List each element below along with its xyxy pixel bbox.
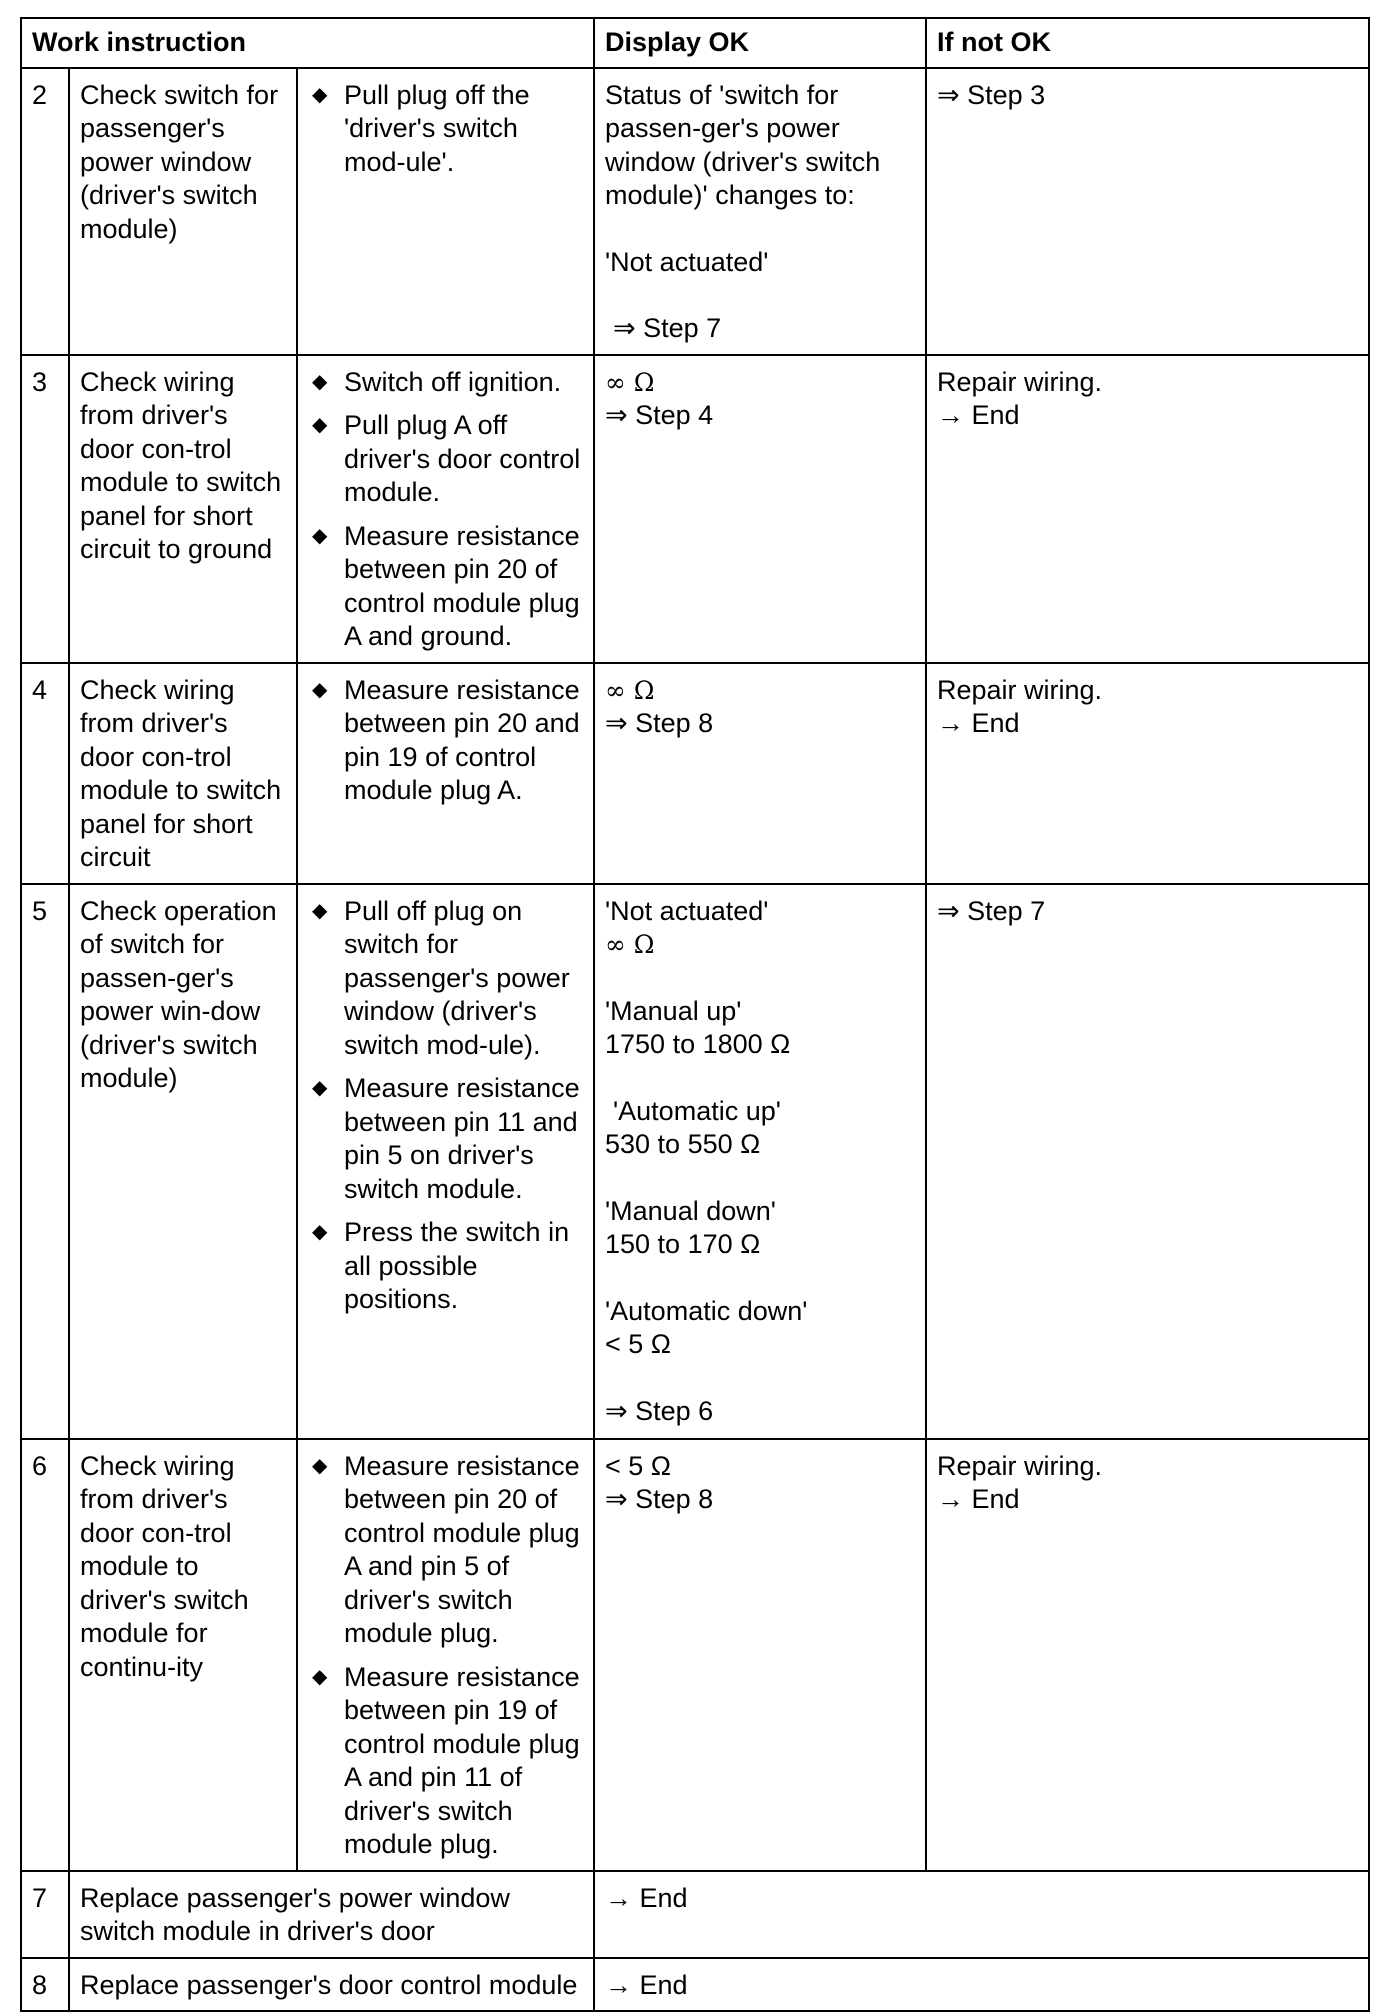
step-number: 8: [21, 1958, 69, 2012]
action-item: ◆ Measure resistance between pin 20 of control module plug A and ground.: [312, 520, 580, 651]
action-item: ◆ Measure resistance between pin 11 and pin 5 on driver's switch module.: [312, 1073, 580, 1204]
step-number: 5: [21, 884, 69, 1439]
check-description: Check wiring from driver's door con-trol module to switch panel for short circuit: [69, 663, 297, 884]
table-row: [21, 1958, 1369, 2012]
display-ok-cell: [594, 884, 926, 1439]
action-cell: [297, 1439, 594, 1871]
display-ok-line: 'Automatic up': [613, 1095, 781, 1126]
if-not-ok-line: ⇒ Step 3: [937, 79, 1046, 110]
diamond-bullet-icon: ◆: [312, 524, 328, 547]
action-cell: [297, 663, 594, 884]
step-number: 3: [21, 355, 69, 663]
table-row: [21, 1871, 1369, 1958]
header-if-not-ok: If not OK: [926, 18, 1369, 68]
display-ok-line: 'Manual down': [605, 1195, 776, 1226]
if-not-ok-line: → End: [937, 1484, 1020, 1514]
display-ok-line: 1750 to 1800 Ω: [605, 1029, 791, 1059]
if-not-ok-cell: [926, 884, 1369, 1439]
action-item: ◆ Pull plug A off driver's door control module.: [312, 410, 581, 507]
display-ok-cell: [594, 68, 926, 355]
display-ok-line: 'Manual up': [605, 995, 742, 1026]
display-ok-line: ⇒ Step 8: [605, 708, 714, 738]
header-display-ok: Display OK: [594, 18, 926, 68]
diamond-bullet-icon: ◆: [312, 414, 328, 436]
table-row: [21, 884, 1369, 1439]
check-description: Check wiring from driver's door con-trol module to switch panel for short circuit to ground: [69, 355, 297, 663]
if-not-ok-cell: [926, 68, 1369, 355]
display-ok-line: 530 to 550 Ω: [605, 1129, 761, 1159]
step-number: 4: [21, 663, 69, 884]
display-ok-line: ∞ Ω: [605, 367, 655, 397]
action-item: ◆ Switch off ignition.: [308, 366, 583, 400]
if-not-ok-line: → End: [937, 708, 1020, 738]
table-row: [21, 355, 1369, 663]
diamond-bullet-icon: ◆: [312, 370, 328, 393]
display-ok-line: ⇒ Step 6: [605, 1395, 714, 1426]
if-not-ok-cell: [926, 355, 1369, 663]
if-not-ok-line: Repair wiring.: [937, 1450, 1103, 1481]
display-ok-line: 150 to 170 Ω: [605, 1229, 761, 1259]
step-number: 7: [21, 1871, 69, 1958]
display-ok-cell: [594, 663, 926, 884]
action-cell: [297, 68, 594, 355]
display-ok-line: < 5 Ω: [605, 1329, 671, 1359]
display-ok-cell: [594, 1439, 926, 1871]
display-ok-line: < 5 Ω: [605, 1450, 671, 1481]
diamond-bullet-icon: ◆: [312, 1454, 328, 1477]
diamond-bullet-icon: ◆: [312, 678, 328, 701]
diamond-bullet-icon: ◆: [312, 1077, 328, 1099]
if-not-ok-line: Repair wiring.: [937, 674, 1103, 705]
table-header-row: [21, 18, 1369, 68]
work-instruction-table: [20, 17, 1370, 2012]
action-item: ◆ Press the switch in all possible positions.: [312, 1217, 570, 1314]
table-row: [21, 68, 1369, 355]
step-number: 2: [21, 68, 69, 355]
if-not-ok-line: → End: [937, 400, 1020, 430]
action-item: ◆ Measure resistance between pin 19 of control module plug A and pin 11 of driver's switch module plug.: [312, 1661, 580, 1859]
action-item: ◆ Pull plug off the 'driver's switch mod-ule'.: [312, 79, 530, 177]
table-row: [21, 663, 1369, 884]
instruction-text: Replace passenger's power window switch module in driver's door: [69, 1871, 594, 1958]
display-ok-line: ⇒ Step 7: [613, 313, 722, 343]
display-ok-line: ∞ Ω: [605, 930, 655, 959]
action-item: ◆ Pull off plug on switch for passenger's power window (driver's switch mod-ule).: [312, 895, 570, 1060]
if-not-ok-line: Repair wiring.: [937, 366, 1103, 397]
action-item: ◆ Measure resistance between pin 20 and pin 19 of control module plug A.: [312, 674, 580, 805]
diamond-bullet-icon: ◆: [312, 83, 328, 106]
diamond-bullet-icon: ◆: [312, 899, 328, 922]
result-cell: → End: [594, 1871, 1369, 1958]
diamond-bullet-icon: ◆: [312, 1665, 328, 1688]
display-ok-line: 'Not actuated': [605, 246, 769, 277]
diamond-bullet-icon: ◆: [312, 1221, 328, 1243]
table-row: [21, 1439, 1369, 1871]
if-not-ok-line: ⇒ Step 7: [937, 895, 1046, 926]
action-item: ◆ Measure resistance between pin 20 of control module plug A and pin 5 of driver's switch module plug.: [312, 1450, 580, 1648]
header-work-instruction: Work instruction: [21, 18, 594, 68]
result-cell: → End: [594, 1958, 1369, 2012]
check-description: Check wiring from driver's door con-trol module to driver's switch module for continu-ity: [69, 1439, 297, 1871]
action-cell: [297, 884, 594, 1439]
display-ok-line: ⇒ Step 4: [605, 400, 714, 430]
display-ok-line: 'Automatic down': [605, 1295, 808, 1326]
display-ok-line: Status of 'switch for passen-ger's power window (driver's switch module)' changes to:: [605, 79, 888, 210]
instruction-text: Replace passenger's door control module: [69, 1958, 594, 2012]
step-number: 6: [21, 1439, 69, 1871]
display-ok-line: 'Not actuated': [605, 895, 769, 926]
check-description: Check switch for passenger's power window (driver's switch module): [69, 68, 297, 355]
action-cell: [297, 355, 594, 663]
display-ok-line: ⇒ Step 8: [605, 1484, 714, 1514]
check-description: Check operation of switch for passen-ger's power win-dow (driver's switch module): [69, 884, 297, 1439]
display-ok-line: ∞ Ω: [605, 675, 655, 705]
if-not-ok-cell: [926, 663, 1369, 884]
display-ok-cell: [594, 355, 926, 663]
if-not-ok-cell: [926, 1439, 1369, 1871]
